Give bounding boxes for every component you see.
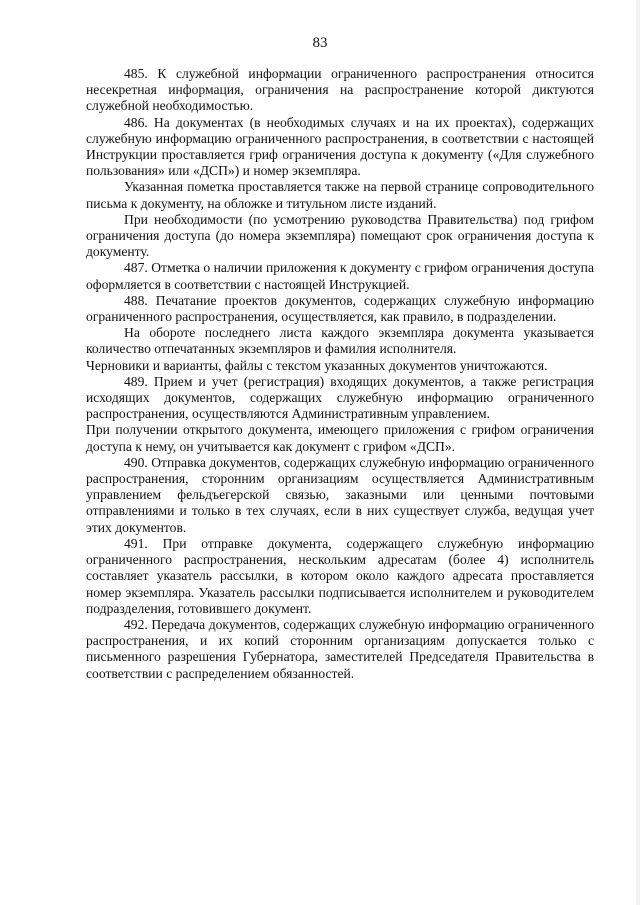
paragraph-489: 489. Прием и учет (регистрация) входящих документов, а также регистрация исходящих документов, содержащих служебную информацию ограниченного распространения, осуществляются Административным управлением. xyxy=(86,373,594,422)
paragraph-486: 486. На документах (в необходимых случаях и на их проектах), содержащих служебную информацию ограниченного распространения, в соответствии с настоящей Инструкции проставляется гриф ограничения доступа к документу («Для служебного пользования» или «ДСП») и номер экземпляра. xyxy=(86,114,594,179)
paragraph-487: 487. Отметка о наличии приложения к документу с грифом ограничения доступа оформляется в соответствии с настоящей Инструкцией. xyxy=(86,260,594,292)
paragraph-486-term: При необходимости (по усмотрению руководства Правительства) под грифом ограничения доступа (до номера экземпляра) помещают срок ограничения доступа к документу. xyxy=(86,211,594,260)
paragraph-489-open-document: При получении открытого документа, имеющего приложения с грифом ограничения доступа к нему, он учитывается как документ с грифом «ДСП». xyxy=(86,422,594,454)
scan-edge-shadow xyxy=(636,0,640,905)
paragraph-492: 492. Передача документов, содержащих служебную информацию ограниченного распространения, и их копий сторонним организациям допускается только с письменного разрешения Губернатора, заместителей Председателя Правительства в соответствии с распределением обязанностей. xyxy=(86,616,594,681)
paragraph-488-drafts: Черновики и варианты, файлы с текстом указанных документов уничтожаются. xyxy=(86,357,548,373)
page-number: 83 xyxy=(312,35,328,51)
paragraph-491: 491. При отправке документа, содержащего служебную информацию ограниченного распространения, нескольким адресатам (более 4) исполнитель составляет указатель рассылки, в котором около каждого адресата проставляется номер экземпляра. Указатель рассылки подписывается исполнителем и руководителем подразделения, готовившего документ. xyxy=(86,535,594,616)
paragraph-490: 490. Отправка документов, содержащих служебную информацию ограниченного распространения, сторонним организациям осуществляется Административным управлением фельдъегерской связью, заказными или ценными почтовыми отправлениями и только в тех случаях, если в них существует служба, ведущая учет этих документов. xyxy=(86,454,594,535)
paragraph-486-note: Указанная пометка проставляется также на первой странице сопроводительного письма к документу, на обложке и титульном листе изданий. xyxy=(86,179,594,211)
paragraph-485: 485. К служебной информации ограниченного распространения относится несекретная информация, ограничения на распространение которой диктуются служебной необходимостью. xyxy=(86,66,594,114)
paragraph-488-reverse: На обороте последнего листа каждого экземпляра документа указывается количество отпечатанных экземпляров и фамилия исполнителя. xyxy=(86,325,594,357)
paragraph-488: 488. Печатание проектов документов, содержащих служебную информацию ограниченного распространения, осуществляется, как правило, в подразделении. xyxy=(86,292,594,325)
document-body xyxy=(86,66,594,682)
